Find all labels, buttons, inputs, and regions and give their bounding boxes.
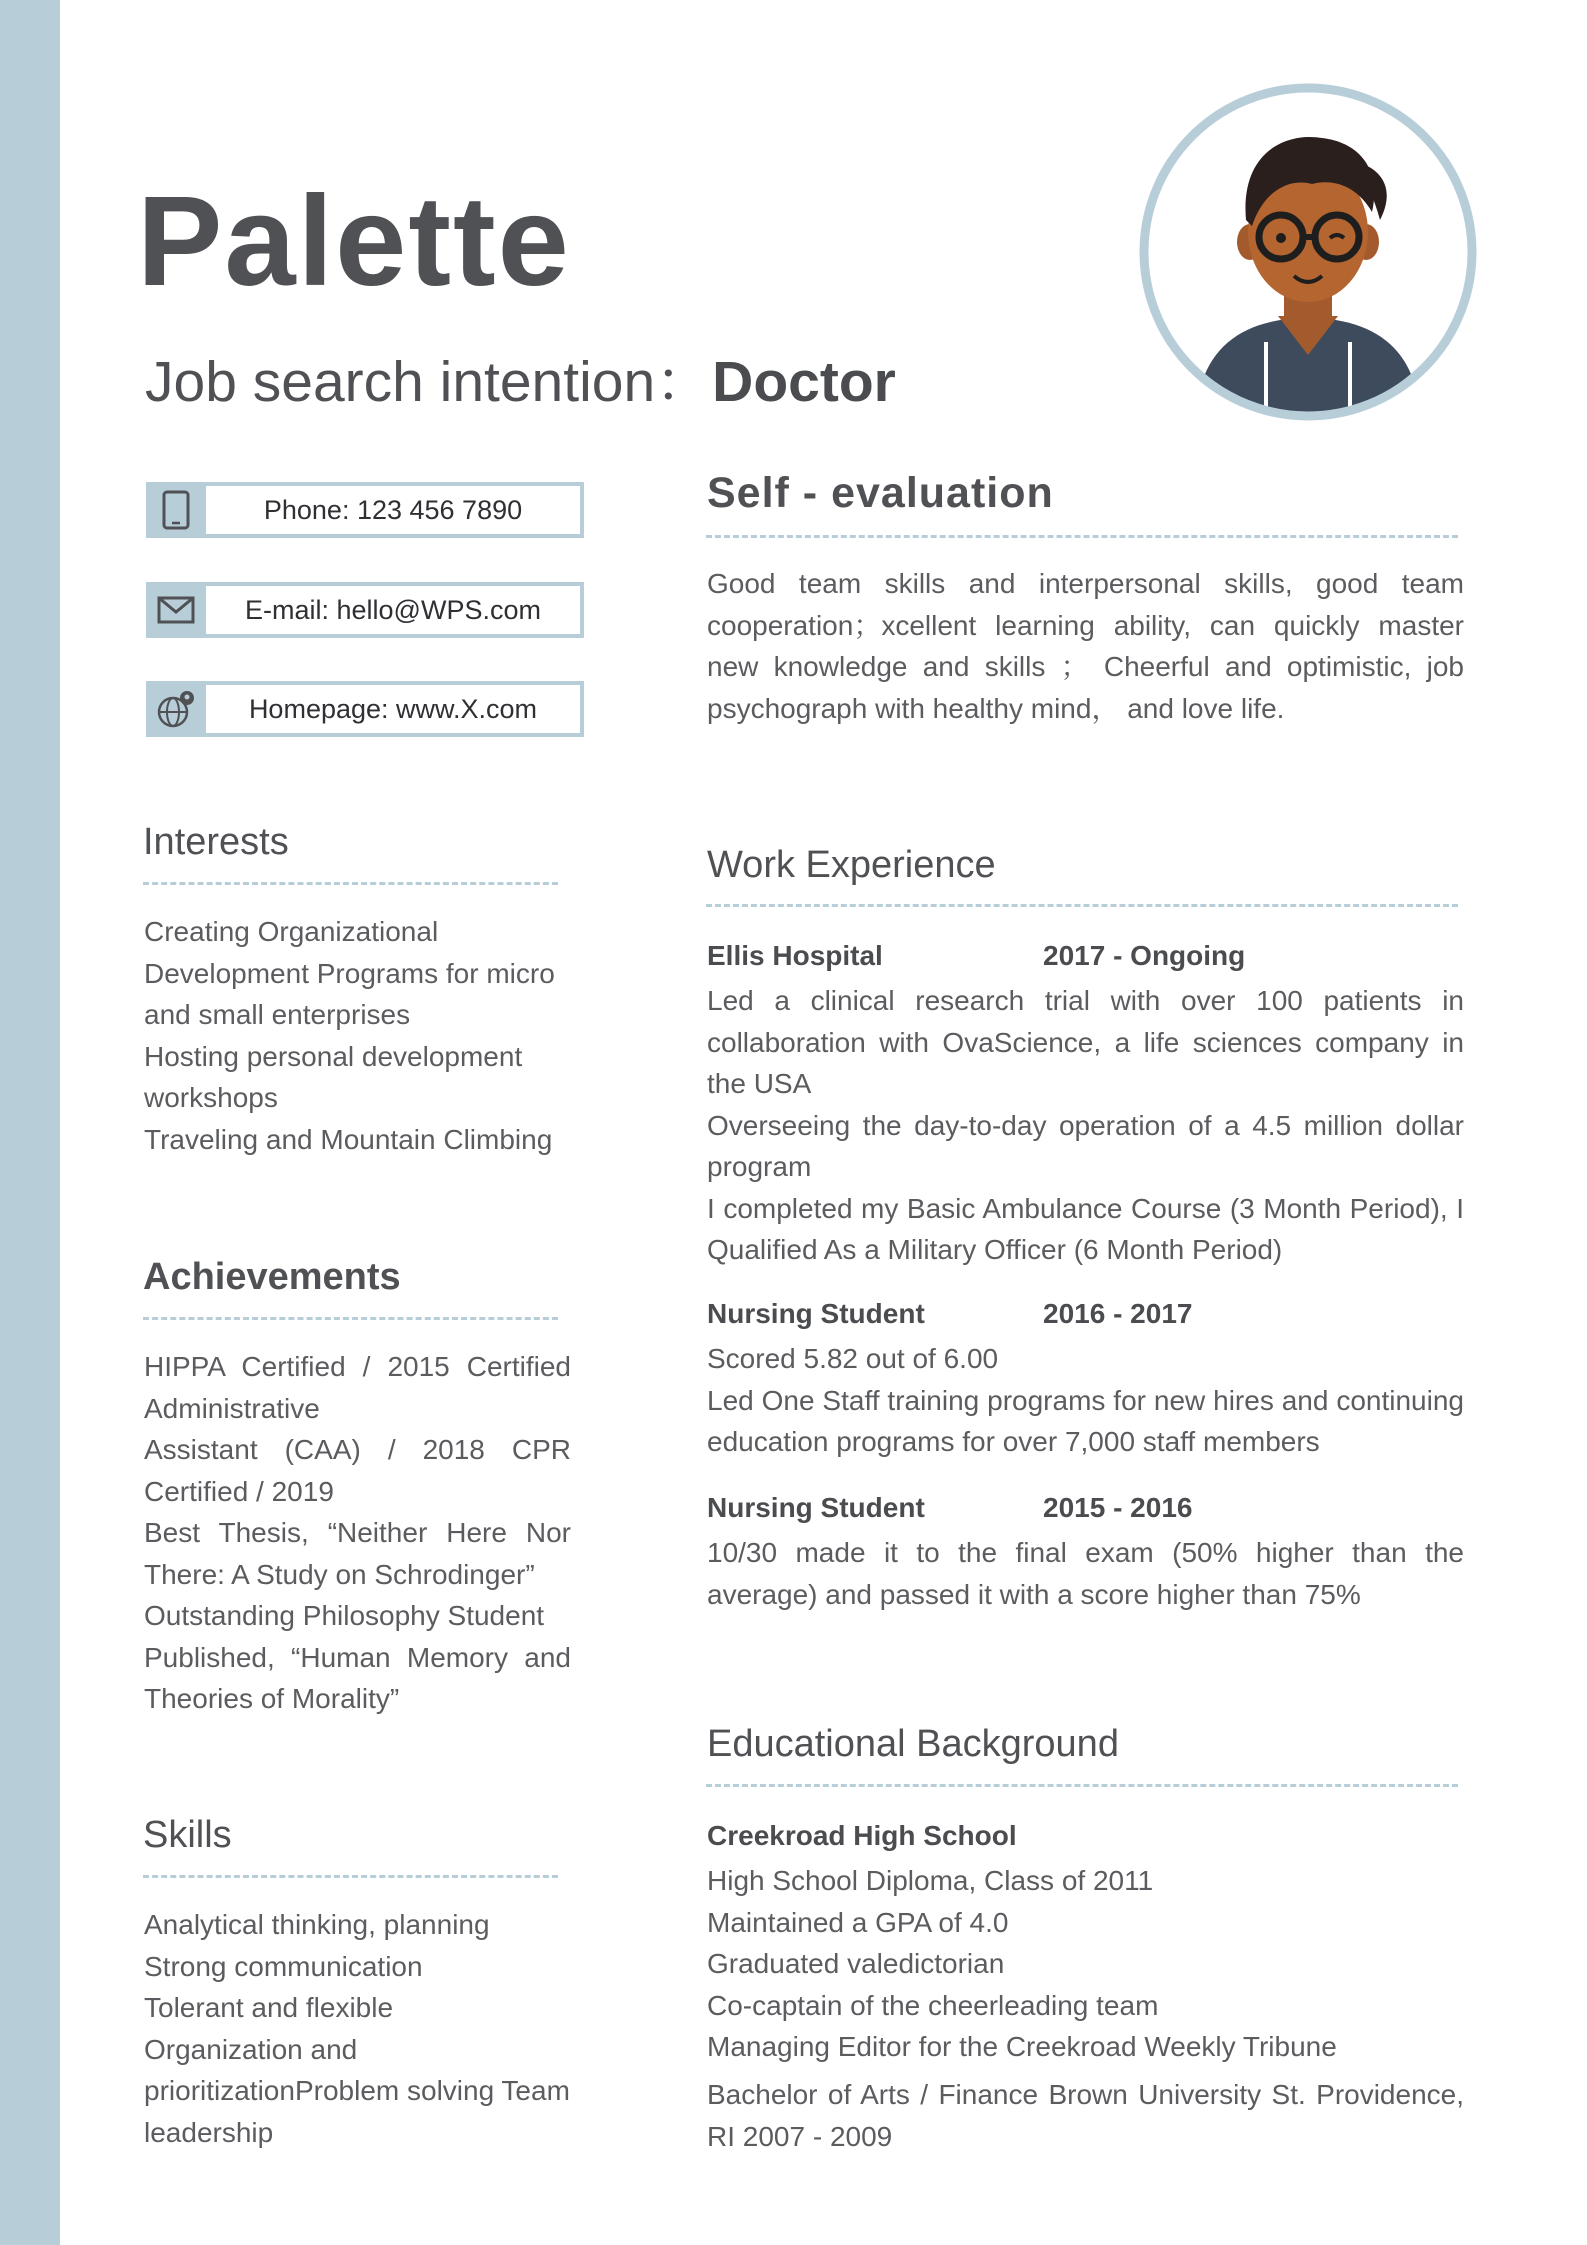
list-item: Managing Editor for the Creekroad Weekly Tribune (707, 2031, 1337, 2062)
list-item: 10/30 made it to the final exam (50% higher than the average) and passed it with a score higher than 75% (707, 1537, 1464, 1610)
work-experience-divider (706, 904, 1458, 907)
skills-title: Skills (143, 1814, 232, 1856)
list-item: Analytical thinking, planning (144, 1909, 490, 1940)
job-date: 2016 - 2017 (1043, 1298, 1193, 1329)
list-item: Graduated valedictorian (707, 1948, 1005, 1979)
list-item: Co-captain of the cheerleading team (707, 1989, 1159, 2021)
list-item: Led One Staff training programs for new hires and continuing education programs for over 7,000 staff members (707, 1384, 1464, 1457)
contact-homepage (146, 681, 584, 737)
globe-icon (146, 681, 206, 737)
job-org: Ellis Hospital (707, 940, 883, 971)
contact-phone (146, 482, 584, 538)
skills-divider (143, 1875, 558, 1878)
contact-email-text: E-mail: hello@WPS.com (245, 594, 541, 625)
job-date: 2015 - 2016 (1043, 1492, 1193, 1523)
education-divider (706, 1784, 1458, 1787)
sidebar-stripe (0, 0, 60, 2245)
contact-phone-text: Phone: 123 456 7890 (263, 494, 523, 525)
job-description (707, 1338, 1464, 1463)
self-evaluation-divider (706, 535, 1458, 538)
education-degree: Bachelor of Arts / Finance Brown University St. Providence, RI 2007 - 2009 (707, 2079, 1464, 2152)
self-evaluation-text: Good team skills and interpersonal skills, good team cooperation；xcellent learning ability, can quickly master new knowledge and skills ； Cheerful and optimistic, job psychograph with healthy mind， and love life. (707, 568, 1464, 724)
list-item: Hosting personal development workshops (144, 1040, 523, 1113)
list-item: Strong communication (144, 1950, 423, 1982)
list-item: Outstanding Philosophy Student (144, 1600, 545, 1631)
job-date: 2017 - Ongoing (1043, 940, 1246, 971)
phone-icon (146, 482, 206, 538)
job-header (707, 1298, 1193, 1330)
achievements-divider (143, 1317, 558, 1320)
mail-icon (146, 582, 206, 638)
contact-email (146, 582, 584, 638)
interests-divider (143, 882, 558, 885)
list-item: Organization and prioritizationProblem solving Team leadership (144, 2033, 570, 2148)
job-org: Nursing Student (707, 1298, 925, 1329)
education-title: Educational Background (707, 1723, 1119, 1765)
list-item: Scored 5.82 out of 6.00 (707, 1343, 999, 1374)
skills-list (144, 1904, 584, 2153)
list-item: High School Diploma, Class of 2011 (707, 1865, 1154, 1896)
work-experience-title: Work Experience (707, 844, 996, 886)
list-item: Best Thesis, “Neither Here Nor There: A Study on Schrodinger” (144, 1517, 571, 1590)
list-item: Maintained a GPA of 4.0 (707, 1906, 1009, 1938)
job-org: Nursing Student (707, 1492, 925, 1523)
list-item: Led a clinical research trial with over 100 patients in collaboration with OvaScience, a life sciences company in the USA (707, 985, 1464, 1099)
self-evaluation-title: Self - evaluation (707, 469, 1054, 517)
list-item: Creating Organizational Development Programs for micro and small enterprises (144, 916, 555, 1030)
list-item: Tolerant and flexible (144, 1992, 394, 2023)
school-name: Creekroad High School (707, 1820, 1017, 1851)
job-intention-value: Doctor (712, 350, 896, 414)
job-header (707, 940, 1246, 972)
interests-list (144, 911, 564, 1160)
job-intention (145, 350, 896, 414)
job-header (707, 1492, 1193, 1524)
list-item: Traveling and Mountain Climbing (144, 1123, 553, 1155)
job-intention-label: Job search intention： (145, 350, 713, 414)
education-list (707, 1860, 1464, 2068)
candidate-name: Palette (137, 170, 571, 313)
list-item: HIPPA Certified / 2015 Certified Administrative (144, 1351, 571, 1424)
achievements-title: Achievements (143, 1256, 401, 1298)
contact-homepage-text: Homepage: www.X.com (248, 693, 538, 724)
avatar (1136, 80, 1480, 424)
list-item: Overseeing the day-to-day operation of a 4.5 million dollar program (707, 1109, 1464, 1182)
list-item: Assistant (CAA) / 2018 CPR Certified / 2019 (144, 1434, 571, 1507)
list-item: Published, “Human Memory and Theories of Morality” (144, 1641, 571, 1714)
list-item: I completed my Basic Ambulance Course (3 Month Period), I Qualified As a Military Officer (6 Month Period) (707, 1192, 1464, 1265)
achievements-list (144, 1346, 571, 1720)
job-description (707, 980, 1464, 1271)
job-description (707, 1532, 1464, 1615)
interests-title: Interests (143, 821, 289, 863)
